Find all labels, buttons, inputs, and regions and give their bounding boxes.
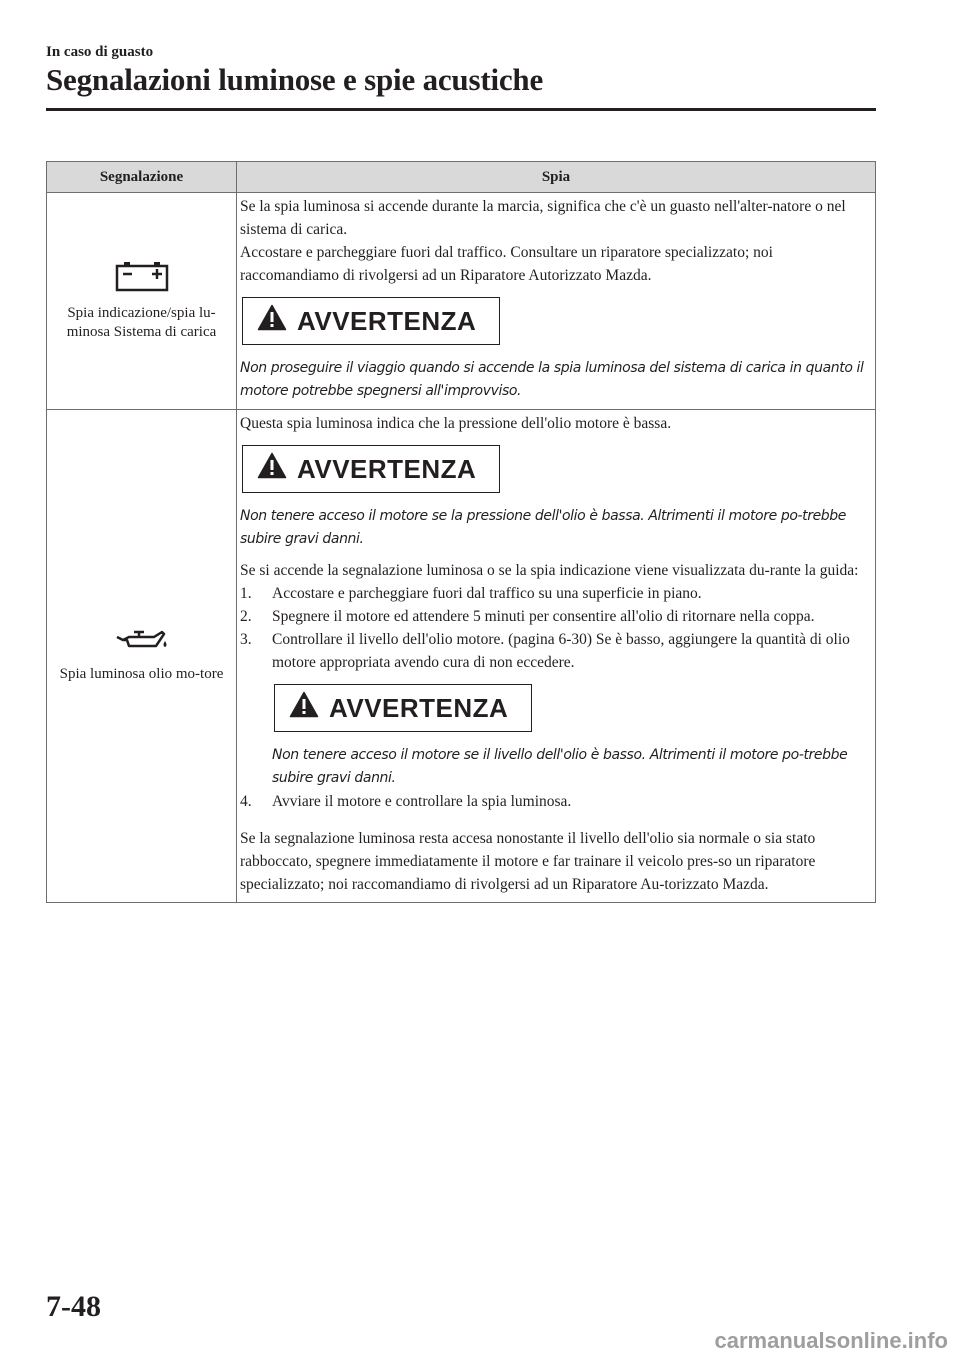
step-number: 3. — [240, 631, 252, 648]
battery-icon — [114, 260, 170, 292]
warning-text: Non proseguire il viaggio quando si accende la spia luminosa del sistema di carica in quanto il motore potrebbe spegnersi all'improvviso. — [240, 360, 864, 399]
step-text: Spegnere il motore ed attendere 5 minuti per consentire all'olio di ritornare nella coppa. — [272, 608, 815, 625]
warning-lights-table — [46, 161, 876, 903]
description-cell — [237, 193, 876, 410]
signal-cell — [47, 410, 237, 903]
warning-text: Non tenere acceso il motore se la pressione dell'olio è bassa. Altrimenti il motore po-trebbe subire gravi danni. — [240, 508, 846, 547]
oil-can-icon — [114, 629, 170, 653]
list-item — [240, 605, 869, 628]
signal-label: Spia indicazione/spia lu-minosa Sistema di carica — [66, 305, 217, 340]
warning-label: AVVERTENZA — [329, 692, 509, 723]
watermark: carmanualsonline.info — [714, 1328, 948, 1353]
table-row — [47, 193, 876, 410]
description-paragraph: Se la spia luminosa si accende durante la marcia, significa che c'è un guasto nell'alter-natore o nel sistema di carica. — [240, 198, 846, 238]
section-label: In caso di guasto — [46, 44, 154, 60]
warning-box — [274, 684, 532, 732]
page-number: 7-48 — [46, 1290, 101, 1323]
warning-text: Non tenere acceso il motore se il livello dell'olio è basso. Altrimenti il motore po-trebbe subire gravi danni. — [272, 747, 848, 786]
warning-triangle-icon — [257, 304, 287, 338]
title-rule — [46, 108, 876, 111]
list-item — [240, 582, 869, 605]
warning-box — [242, 297, 500, 345]
list-item — [240, 790, 869, 813]
warning-box — [242, 445, 500, 493]
table-header-row — [47, 162, 876, 193]
signal-cell — [47, 193, 237, 410]
description-paragraph: Questa spia luminosa indica che la pressione dell'olio motore è bassa. — [240, 415, 672, 432]
warning-label: AVVERTENZA — [297, 305, 477, 336]
steps-list — [240, 790, 869, 813]
description-cell — [237, 410, 876, 903]
step-number: 2. — [240, 608, 252, 625]
column-header-segnalazione: Segnalazione — [47, 162, 237, 193]
step-number: 1. — [240, 585, 252, 602]
step-text: Accostare e parcheggiare fuori dal traffico su una superficie in piano. — [272, 585, 702, 602]
description-paragraph: Accostare e parcheggiare fuori dal traffico. Consultare un riparatore specializzato; noi raccomandiamo di rivolgersi ad un Riparatore Autorizzato Mazda. — [240, 244, 773, 284]
list-item — [240, 628, 869, 674]
table-row — [47, 410, 876, 903]
page-title: Segnalazioni luminose e spie acustiche — [46, 62, 544, 97]
signal-label: Spia luminosa olio mo-tore — [59, 665, 224, 682]
closing-paragraph: Se la segnalazione luminosa resta accesa nonostante il livello dell'olio sia normale o sia stato rabboccato, spegnere immediatamente il motore e far trainare il veicolo pres-so un riparatore specializzato; noi raccomandiamo di rivolgersi ad un Riparatore Au-torizzato Mazda. — [240, 830, 816, 893]
column-header-spia: Spia — [237, 162, 876, 193]
step-number: 4. — [240, 793, 252, 810]
warning-triangle-icon — [289, 691, 319, 725]
steps-list — [240, 582, 869, 674]
warning-triangle-icon — [257, 452, 287, 486]
step-text: Avviare il motore e controllare la spia luminosa. — [272, 793, 572, 810]
steps-intro: Se si accende la segnalazione luminosa o se la spia indicazione viene visualizzata du-rante la guida: — [240, 562, 859, 579]
warning-label: AVVERTENZA — [297, 453, 477, 484]
step-text: Controllare il livello dell'olio motore. (pagina 6-30) Se è basso, aggiungere la quantità di olio motore appropriata avendo cura di non eccedere. — [272, 631, 850, 671]
